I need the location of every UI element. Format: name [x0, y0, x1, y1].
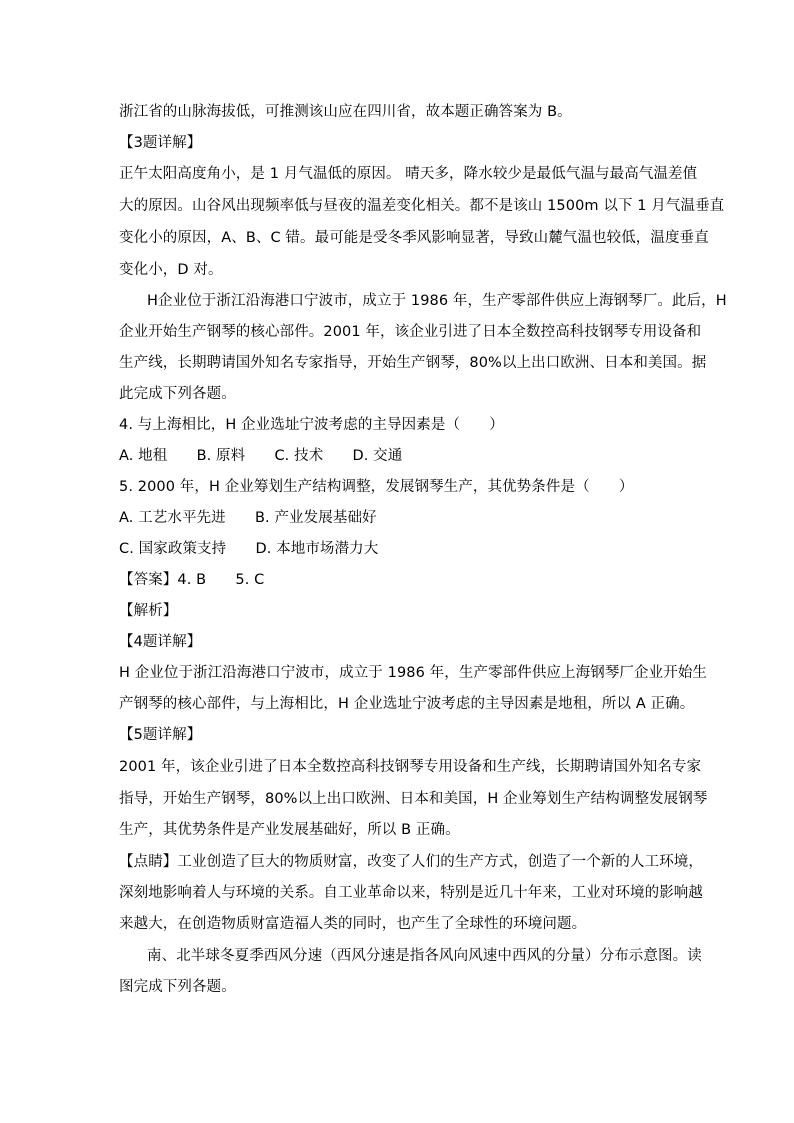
passage-line-4: 此完成下列各题。 — [119, 386, 236, 402]
passage-line-2: 企业开始生产钢琴的核心部件。2001 年，该企业引进了日本全数控高科技钢琴专用设备和 — [119, 324, 702, 340]
q5-explain-line-2: 指导，开始生产钢琴，80%以上出口欧洲、日本和美国，H 企业筹划生产结构调整发展钢琴 — [119, 791, 708, 807]
tip-line-3: 来越大，在创造物质财富造福人类的同时，也产生了全球性的环境问题。 — [119, 916, 587, 932]
tip-line-1: 【点睛】工业创造了巨大的物质财富，改变了人们的生产方式，创造了一个新的人工环境， — [119, 854, 703, 870]
q4-explain-line-1: H 企业位于浙江沿海港口宁波市，成立于 1986 年，生产零部件供应上海钢琴厂企业开始生 — [119, 665, 708, 681]
text-line-4: 大的原因。山谷风出现频率低与昼夜的温差变化相关。都不是该山 1500m 以下 1 月气温垂直 — [119, 198, 725, 214]
section-heading-q3: 【3题详解】 — [119, 135, 202, 151]
tip-line-2: 深刻地影响着人与环境的关系。自工业革命以来，特别是近几十年来，工业对环境的影响越 — [119, 885, 703, 901]
question-4: 4. 与上海相比，H 企业选址宁波考虑的主导因素是（ ） — [119, 417, 504, 433]
passage-line-3: 生产线，长期聘请国外知名专家指导，开始生产钢琴，80%以上出口欧洲、日本和美国。据 — [119, 355, 707, 371]
text-line-5: 变化小的原因，A、B、C 错。最可能是受冬季风影响显著，导致山麓气温也较低，温度垂直 — [119, 230, 709, 246]
q5-explain-line-1: 2001 年，该企业引进了日本全数控高科技钢琴专用设备和生产线，长期聘请国外知名专家 — [119, 759, 702, 775]
q4-explain-line-2: 产钢琴的核心部件，与上海相比，H 企业选址宁波考虑的主导因素是地租，所以 A 正确。 — [119, 696, 695, 712]
question-5: 5. 2000 年，H 企业筹划生产结构调整，发展钢琴生产，其优势条件是（ ） — [119, 479, 634, 495]
next-passage-line-2: 图完成下列各题。 — [119, 979, 236, 995]
text-line-3: 正午太阳高度角小，是 1 月气温低的原因。 晴天多，降水较少是最低气温与最高气温差值 — [119, 166, 698, 182]
section-heading-q4: 【4题详解】 — [119, 634, 202, 650]
next-passage-line-1: 南、北半球冬夏季西风分速（西风分速是指各风向风速中西风的分量）分布示意图。读 — [147, 948, 702, 964]
question-5-options-cd: C. 国家政策支持 D. 本地市场潜力大 — [119, 541, 379, 557]
question-5-options-ab: A. 工艺水平先进 B. 产业发展基础好 — [119, 510, 377, 526]
question-4-options: A. 地租 B. 原料 C. 技术 D. 交通 — [119, 448, 403, 464]
section-heading-q5: 【5题详解】 — [119, 727, 202, 743]
analysis-heading: 【解析】 — [119, 603, 178, 619]
text-line-1: 浙江省的山脉海拔低，可推测该山应在四川省，故本题正确答案为 B。 — [119, 104, 572, 120]
q5-explain-line-3: 生产，其优势条件是产业发展基础好，所以 B 正确。 — [119, 822, 460, 838]
answer-line: 【答案】4. B 5. C — [119, 572, 265, 588]
passage-line-1: H企业位于浙江沿海港口宁波市，成立于 1986 年，生产零部件供应上海钢琴厂。此后，H — [147, 293, 727, 309]
text-line-6: 变化小，D 对。 — [119, 262, 223, 278]
